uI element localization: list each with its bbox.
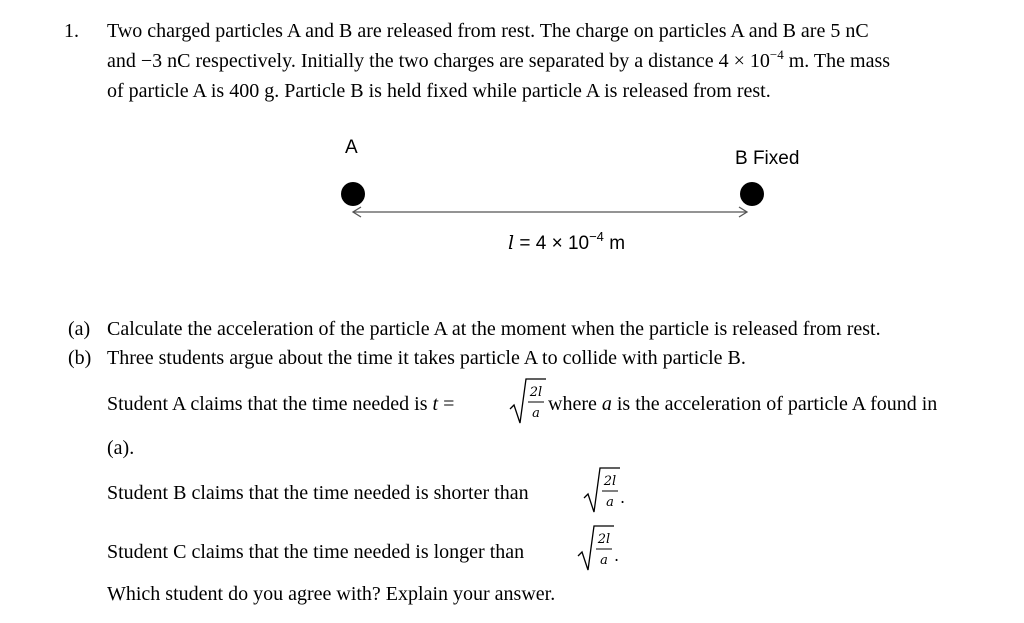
distance-var: l (508, 232, 515, 254)
sqrt-formula-a (508, 375, 548, 427)
part-b-text: Three students argue about the time it takes particle A to collide with particle B. (107, 347, 746, 369)
closing-question: Which student do you agree with? Explain your answer. (107, 583, 556, 605)
particle-b-label: B Fixed (735, 148, 800, 169)
question-number: 1. (64, 20, 79, 42)
part-b-label: (b) (68, 347, 92, 369)
formula-a-num: 2l (529, 385, 543, 400)
part-a-text: Calculate the acceleration of the particle A at the moment when the particle is released from rest. (107, 318, 881, 340)
formula-a-den: a (532, 406, 540, 421)
question-line-2-suffix: m. The mass (783, 50, 891, 72)
particle-a-label: A (345, 137, 358, 158)
time-var: t (432, 393, 439, 415)
formula-c-den: a (600, 553, 608, 568)
student-a-rest: is the acceleration of particle A found in (611, 393, 938, 415)
question-line-1: Two charged particles A and B are released from rest. The charge on particles A and B are 5 nC (107, 20, 869, 42)
equals: = (438, 393, 455, 415)
exponent: −4 (769, 47, 784, 62)
student-c-claim: Student C claims that the time needed is longer than (107, 541, 525, 563)
distance-eq: = 4 × 10 (514, 233, 590, 254)
formula-b-den: a (606, 495, 614, 510)
question-line-2 (107, 47, 891, 73)
distance-exp: −4 (589, 229, 604, 244)
student-a-prefix: Student A claims that the time needed is (107, 393, 433, 415)
distance-arrow (345, 203, 755, 221)
accel-var: a (601, 393, 612, 415)
student-a-suffix (548, 393, 937, 416)
distance-unit: m (603, 233, 626, 254)
student-a-where: where (548, 393, 602, 415)
student-a-ref: (a). (107, 437, 135, 459)
question-line-2-text: and −3 nC respectively. Initially the two charges are separated by a distance 4 × 10 (107, 50, 770, 72)
sqrt-formula-b (582, 464, 630, 516)
distance-label (508, 229, 626, 255)
student-a-claim (107, 393, 454, 416)
formula-c-num: 2l (597, 532, 611, 547)
formula-c-period: . (614, 546, 620, 565)
question-line-3: of particle A is 400 g. Particle B is held fixed while particle A is released from rest. (107, 80, 771, 102)
student-b-claim: Student B claims that the time needed is shorter than (107, 482, 529, 504)
formula-b-num: 2l (603, 474, 617, 489)
formula-b-period: . (620, 488, 626, 507)
part-a-label: (a) (68, 318, 91, 340)
sqrt-formula-c (576, 522, 624, 574)
